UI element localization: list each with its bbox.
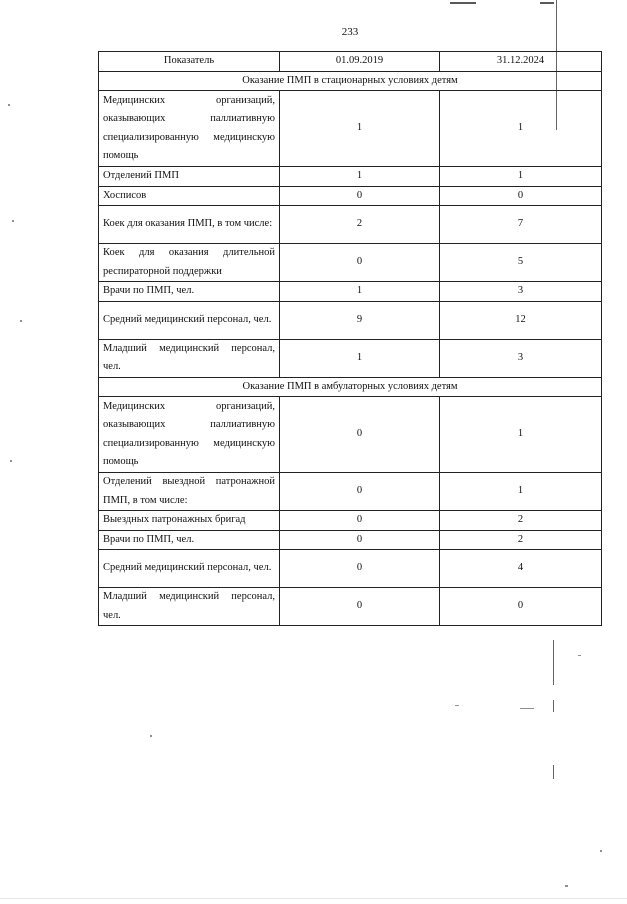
row-label: Отделений выездной патронажной ПМП, в том числе: bbox=[99, 473, 280, 511]
value-2024: 4 bbox=[440, 550, 602, 588]
scan-speck bbox=[565, 885, 568, 887]
value-2019: 0 bbox=[280, 244, 440, 282]
row-label: Средний медицинский персонал, чел. bbox=[99, 550, 280, 588]
scan-speck bbox=[520, 708, 534, 709]
table-row bbox=[99, 244, 602, 282]
value-2019: 1 bbox=[280, 91, 440, 167]
section-row bbox=[99, 377, 602, 397]
row-label: Младший медицинский персонал, чел. bbox=[99, 339, 280, 377]
scan-speck bbox=[600, 850, 602, 852]
scan-speck bbox=[12, 220, 14, 222]
value-2019: 1 bbox=[280, 282, 440, 302]
scan-mark bbox=[540, 2, 554, 4]
value-2019: 1 bbox=[280, 167, 440, 187]
row-label: Медицинских организаций, оказывающих паллиативную специализированную медицинскую помощь bbox=[99, 91, 280, 167]
value-2019: 0 bbox=[280, 550, 440, 588]
value-2024: 7 bbox=[440, 206, 602, 244]
indicators-table bbox=[98, 51, 602, 626]
value-2019: 0 bbox=[280, 530, 440, 550]
scan-mark bbox=[450, 2, 476, 4]
scan-speck bbox=[8, 104, 10, 106]
value-2024: 2 bbox=[440, 511, 602, 531]
value-2024: 3 bbox=[440, 339, 602, 377]
value-2019: 0 bbox=[280, 397, 440, 473]
row-label: Коек для оказания ПМП, в том числе: bbox=[99, 206, 280, 244]
value-2024: 0 bbox=[440, 186, 602, 206]
value-2024: 1 bbox=[440, 473, 602, 511]
table-row bbox=[99, 339, 602, 377]
row-label: Отделений ПМП bbox=[99, 167, 280, 187]
scan-edge-line bbox=[556, 0, 557, 130]
row-label: Хосписов bbox=[99, 186, 280, 206]
scan-speck bbox=[20, 320, 22, 322]
table-row bbox=[99, 473, 602, 511]
scan-edge-line bbox=[553, 765, 554, 779]
table-row bbox=[99, 301, 602, 339]
table-row bbox=[99, 511, 602, 531]
page-number-text: 233 bbox=[341, 26, 359, 38]
scan-edge-line bbox=[553, 640, 554, 685]
scan-speck bbox=[0, 898, 627, 899]
scan-speck bbox=[455, 705, 459, 706]
value-2019: 0 bbox=[280, 588, 440, 626]
scan-edge-line bbox=[553, 700, 554, 712]
value-2024: 1 bbox=[440, 397, 602, 473]
value-2019: 0 bbox=[280, 186, 440, 206]
value-2019: 1 bbox=[280, 339, 440, 377]
section-row bbox=[99, 71, 602, 91]
value-2019: 2 bbox=[280, 206, 440, 244]
value-2024: 3 bbox=[440, 282, 602, 302]
value-2024: 1 bbox=[440, 91, 602, 167]
table-row bbox=[99, 588, 602, 626]
row-label: Коек для оказания длительной респираторной поддержки bbox=[99, 244, 280, 282]
row-label: Врачи по ПМП, чел. bbox=[99, 530, 280, 550]
table-row bbox=[99, 397, 602, 473]
table-row bbox=[99, 530, 602, 550]
table-row bbox=[99, 186, 602, 206]
scan-speck bbox=[10, 460, 12, 462]
value-2024: 5 bbox=[440, 244, 602, 282]
value-2024: 0 bbox=[440, 588, 602, 626]
scan-speck bbox=[578, 655, 581, 656]
header-date-2019: 01.09.2019 bbox=[280, 52, 440, 72]
table-row bbox=[99, 550, 602, 588]
value-2019: 0 bbox=[280, 473, 440, 511]
row-label: Младший медицинский персонал, чел. bbox=[99, 588, 280, 626]
header-indicator: Показатель bbox=[99, 52, 280, 72]
value-2024: 12 bbox=[440, 301, 602, 339]
table-row bbox=[99, 206, 602, 244]
value-2019: 0 bbox=[280, 511, 440, 531]
value-2019: 9 bbox=[280, 301, 440, 339]
table-row bbox=[99, 282, 602, 302]
table-row bbox=[99, 167, 602, 187]
table-header-row bbox=[99, 52, 602, 72]
row-label: Врачи по ПМП, чел. bbox=[99, 282, 280, 302]
section-title-outpatient: Оказание ПМП в амбулаторных условиях детям bbox=[99, 377, 602, 397]
row-label: Выездных патронажных бригад bbox=[99, 511, 280, 531]
row-label: Медицинских организаций, оказывающих паллиативную специализированную медицинскую помощь bbox=[99, 397, 280, 473]
table-row bbox=[99, 91, 602, 167]
value-2024: 1 bbox=[440, 167, 602, 187]
value-2024: 2 bbox=[440, 530, 602, 550]
scan-speck bbox=[150, 735, 152, 737]
page-number bbox=[0, 26, 627, 38]
header-date-2024: 31.12.2024 bbox=[440, 52, 602, 72]
row-label: Средний медицинский персонал, чел. bbox=[99, 301, 280, 339]
section-title-inpatient: Оказание ПМП в стационарных условиях детям bbox=[99, 71, 602, 91]
